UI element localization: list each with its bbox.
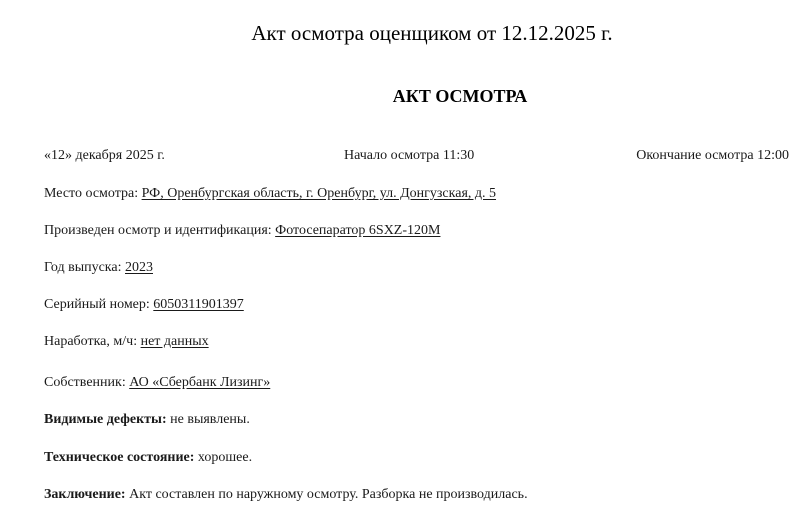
- inspection-start-time: Начало осмотра 11:30: [344, 148, 475, 163]
- field-place: [44, 184, 496, 204]
- document-heading-text: Акт осмотра оценщиком от 12.12.2025 г.: [251, 21, 613, 45]
- finding-defects-value: не выявлены.: [166, 412, 250, 427]
- finding-condition-value: хорошее.: [194, 450, 253, 465]
- field-hours: [44, 332, 209, 352]
- document-heading: [0, 19, 808, 47]
- field-serial-value: 6050311901397: [153, 297, 244, 312]
- field-place-value: РФ, Оренбургская область, г. Оренбург, ул. Донгузская, д. 5: [141, 186, 497, 201]
- field-identification-value: Фотосепаратор 6SXZ-120M: [275, 223, 441, 238]
- field-identification: [44, 221, 440, 241]
- field-hours-label: Наработка, м/ч:: [44, 334, 141, 349]
- field-year-label: Год выпуска:: [44, 260, 125, 275]
- finding-conclusion-label: Заключение:: [44, 487, 126, 502]
- finding-conclusion-value: Акт составлен по наружному осмотру. Разборка не производилась.: [125, 487, 528, 502]
- field-place-label: Место осмотра:: [44, 186, 142, 201]
- field-serial: [44, 295, 244, 315]
- field-owner-label: Собственник:: [44, 375, 130, 390]
- field-owner-value: АО «Сбербанк Лизинг»: [129, 375, 271, 390]
- inspection-date: «12» декабря 2025 г.: [44, 148, 165, 163]
- inspection-end-time: Окончание осмотра 12:00: [636, 148, 789, 163]
- field-identification-label: Произведен осмотр и идентификация:: [44, 223, 276, 238]
- act-title-text: АКТ ОСМОТРА: [392, 86, 528, 106]
- finding-conclusion: [44, 485, 528, 505]
- finding-condition: [44, 448, 252, 468]
- finding-defects-label: Видимые дефекты:: [44, 412, 167, 427]
- finding-condition-label: Техническое состояние:: [44, 450, 195, 465]
- act-title: [0, 84, 808, 108]
- field-hours-value: нет данных: [140, 334, 209, 349]
- field-serial-label: Серийный номер:: [44, 297, 154, 312]
- field-owner: [44, 373, 270, 393]
- finding-defects: [44, 410, 250, 430]
- field-year: [44, 258, 153, 278]
- field-year-value: 2023: [125, 260, 153, 275]
